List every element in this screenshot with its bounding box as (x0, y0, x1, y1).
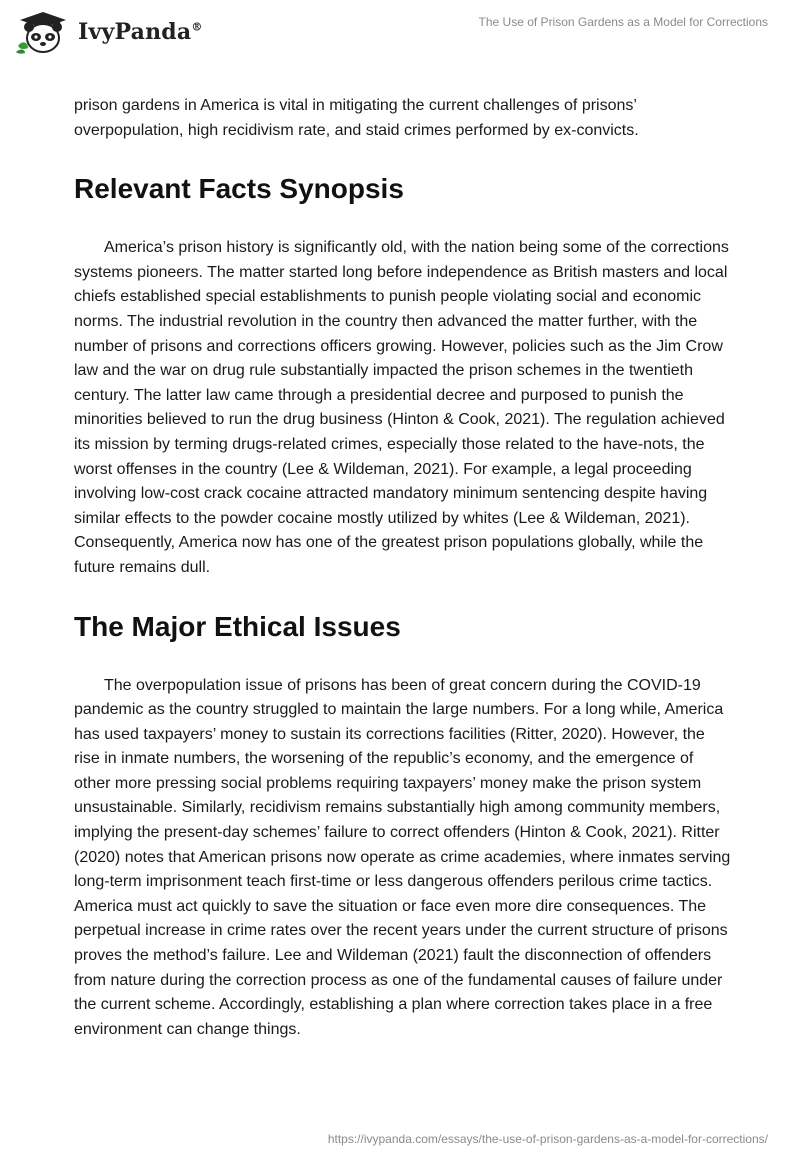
logo-text (78, 19, 203, 45)
document-title: The Use of Prison Gardens as a Model for Corrections (478, 15, 768, 29)
logo[interactable] (14, 10, 203, 54)
essay-content (74, 94, 734, 1042)
logo-wordmark: IvyPanda (78, 19, 192, 45)
section-paragraph-relevant-facts: America’s prison history is significantly old, with the nation being some of the corrections systems pioneers. The matter started long before independence as British masters and local chiefs established special establishments to punish people violating social and economic norms. The industrial revolution in the country then advanced the matter further, with the number of prisons and corrections officers growing. However, policies such as the Jim Crow law and the war on drug rule substantially impacted the prison schemes in the twentieth century. The latter law came through a presidential decree and purposed to punish the minorities believed to run the drug business (Hinton & Cook, 2021). The regulation achieved its mission by terming drugs-related crimes, especially those related to the have-nots, the worst offenses in the country (Lee & Wildeman, 2021). For example, a legal proceeding involving low-cost crack cocaine attracted mandatory minimum sentencing despite having similar effects to the powder cocaine mostly utilized by whites (Lee & Wildeman, 2021). Consequently, America now has one of the greatest prison populations globally, while the future remains dull. (74, 239, 729, 576)
intro-paragraph: prison gardens in America is vital in mitigating the current challenges of prisons’ overpopulation, high recidivism rate, and staid crimes performed by ex-convicts. (74, 97, 639, 139)
panda-graduation-cap-icon (14, 10, 72, 54)
section-heading-relevant-facts: Relevant Facts Synopsis (74, 173, 404, 205)
source-url[interactable]: https://ivypanda.com/essays/the-use-of-prison-gardens-as-a-model-for-corrections/ (327, 1132, 768, 1146)
section-paragraph-ethical-issues: The overpopulation issue of prisons has been of great concern during the COVID-19 pandemic as the country struggled to maintain the large numbers. For a long while, America has used taxpayers’ money to sustain its corrections facilities (Ritter, 2020). However, the rise in inmate numbers, the worsening of the republic’s economy, and the emergence of other more pressing social problems requiring taxpayers’ money make the prison system unsustainable. Similarly, recidivism remains substantially high among community members, implying the present-day schemes’ failure to correct offenders (Hinton & Cook, 2021). Ritter (2020) notes that American prisons now operate as crime academies, where inmates serving long-term imprisonment teach first-time or less dangerous offenders perilous crime tactics. America must act quickly to save the situation or face even more dire consequences. The perpetual increase in crime rates over the recent years under the current structure of prisons proves the method’s failure. Lee and Wildeman (2021) fault the disconnection of offenders from nature during the correction process as one of the fundamental causes of failure under the current scheme. Accordingly, establishing a plan where correction takes place in a free environment can change things. (74, 676, 731, 1038)
page-header (0, 0, 800, 70)
registered-mark: ® (191, 20, 203, 34)
section-heading-ethical-issues: The Major Ethical Issues (74, 610, 401, 642)
